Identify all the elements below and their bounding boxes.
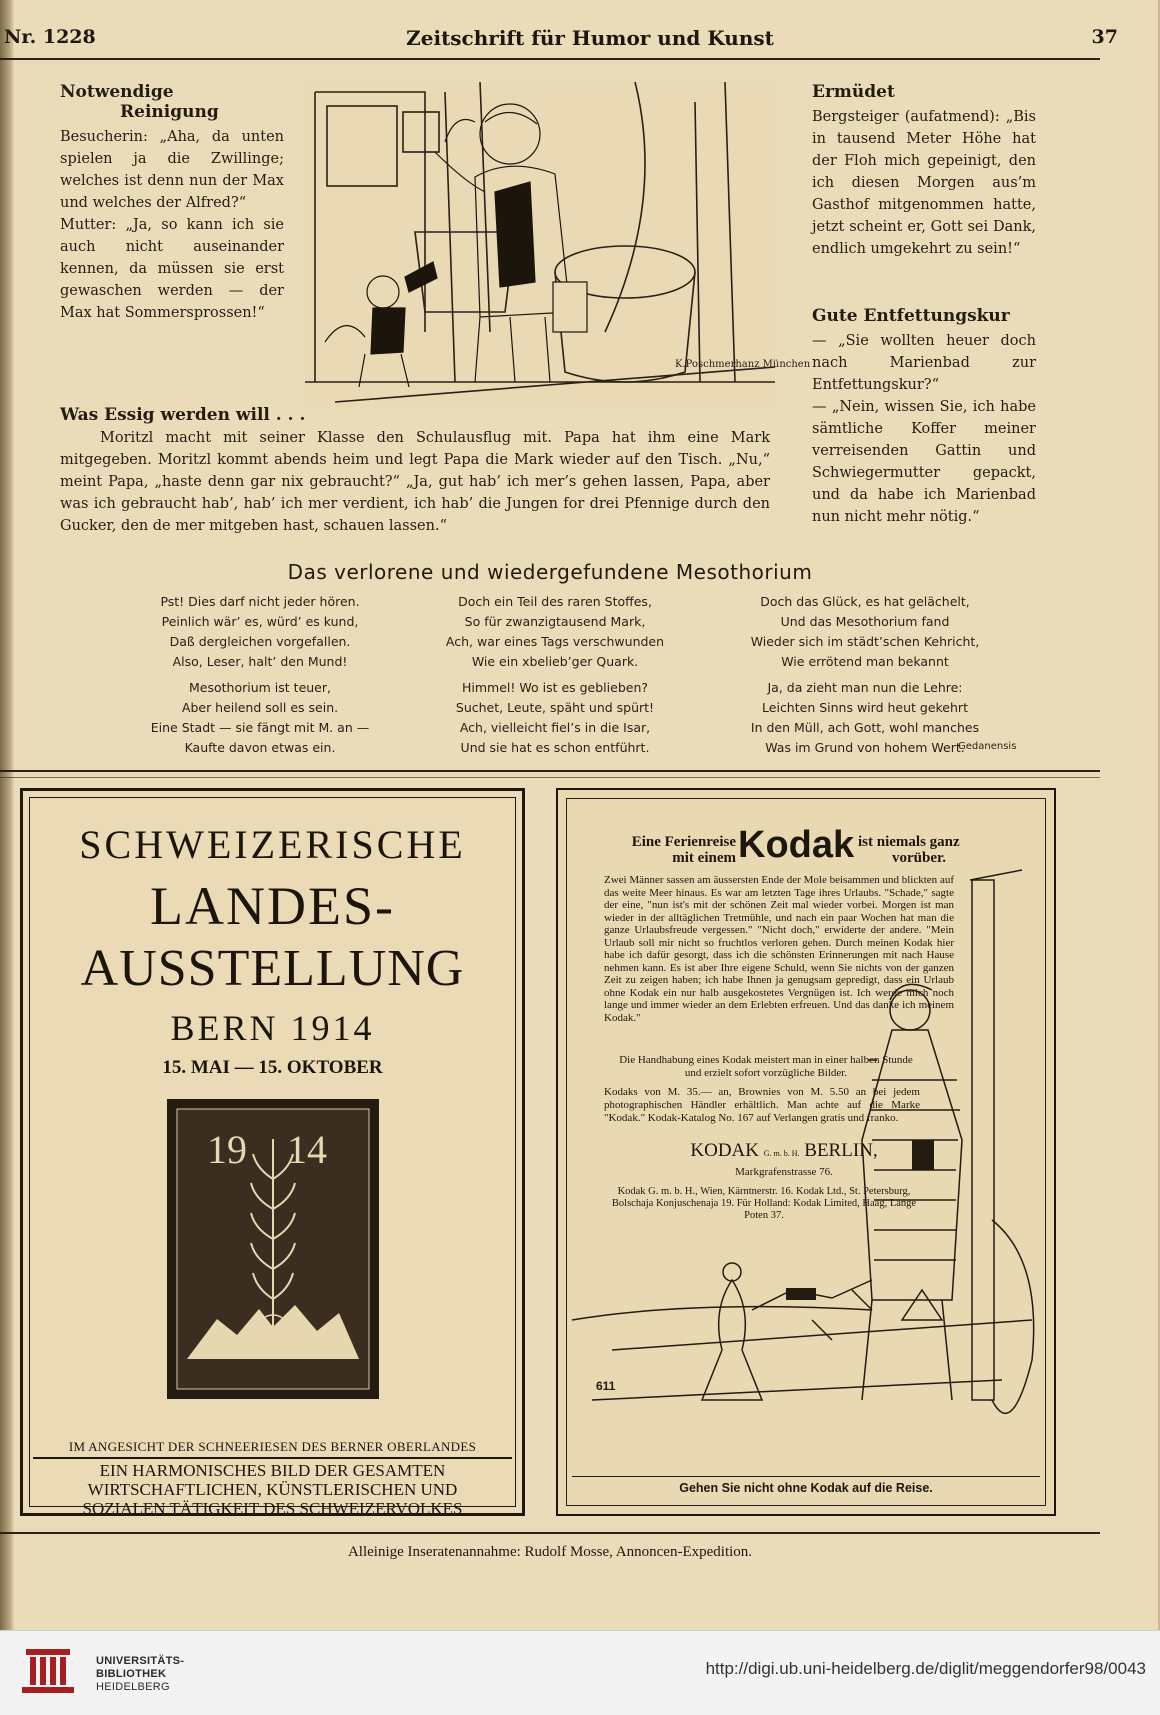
kodak-prices: Kodaks von M. 35.— an, Brownies von M. 5.50 an bei jedem photographischen Händler erhältlich. Man achte auf die Marke "Kodak." Kodak-Katalog No. 167 auf Verlangen gratis und franko. [604,1086,920,1124]
article-body: Moritzl macht mit seiner Klasse den Schulausflug mit. Papa hat ihm eine Mark mitgegeben. Moritzl kommt abends heim und legt Papa die Mark wieder auf den Tisch. „Nu,“ meint Papa, „haste denn gar nix gebraucht?“ „Ja, gut hab’ ich mer’s gehen lassen, Papa, aber was ich gebraucht hab’, hab’ ich mer verdient, ich hab’ die Jungen for drei Pfennige durch den Gucker, den de mer mitgeben hast, schauen lassen.“ [60,430,770,534]
company-suffix: G. m. b. H. [763,1149,800,1158]
poem-line: Ach, war eines Tags verschwunden [445,634,665,649]
ad-divider [33,1457,512,1459]
ad-landesausstellung [20,788,525,1516]
poem-line: Und das Mesothorium fand [780,614,950,629]
poem-line: Und sie hat es schon entführt. [460,740,650,755]
ad-caption: IM ANGESICHT DER SCHNEERIESEN DES BERNER OBERLANDES [68,1439,477,1454]
poem-line: Ja, da zieht man nun die Lehre: [767,680,963,695]
article-title: Gute Entfettungskur [812,306,1010,326]
university-name[interactable] [96,1655,184,1694]
poem-author: Gedanensis [958,741,1017,752]
kodak-headline-right [858,834,960,866]
cartoon-illustration [305,82,811,410]
header-rule [0,58,1100,60]
university-logo-icon[interactable] [20,1647,80,1699]
article-paragraph: Mutter: „Ja, so kann ich sie auch nicht auseinander kennen, da müssen sie erst gewaschen werden — der Max hat Sommersprossen!“ [60,217,284,321]
article-paragraph: — „Nein, wissen Sie, ich habe sämtliche Koffer meiner verreisenden Gattin und Schwiegermutter gepackt, und da habe ich Marienbad nun nicht mehr nötig.“ [812,399,1036,525]
poem-line: Himmel! Wo ist es geblieben? [461,680,649,695]
section-rule [0,770,1100,772]
advertising-credit: Alleinige Inseratenannahme: Rudolf Mosse, Annoncen-Expedition. [347,1544,753,1560]
headline-line: ist niemals ganz [858,834,960,850]
viewer-footer [0,1630,1160,1715]
ad-line-2: LANDES- [150,876,395,936]
poem-line: Leichten Sinns wird heut gekehrt [762,700,968,715]
poem-column-3 [700,592,1030,764]
kodak-ad-number: 611 [596,1379,616,1393]
poem-line: Eine Stadt — sie fängt mit M. an — [150,720,370,735]
poem-line: Peinlich wär’ es, würd’ es kund, [161,614,359,629]
ad-line-4: BERN 1914 [170,1008,375,1048]
ad-dates: 15. MAI — 15. OKTOBER [162,1057,383,1078]
poster-year-left: 19 [207,1127,247,1172]
poem-stanza [700,592,1030,672]
poem-line: Wieder sich im städt’schen Kehricht, [750,634,980,649]
article-entfettungskur [812,306,1036,528]
ad-bottom-line: EIN HARMONISCHES BILD DER GESAMTEN [99,1461,446,1480]
headline-line: Eine Ferienreise [631,834,736,850]
poem-line: Wie errötend man bekannt [781,654,949,669]
article-title-line1: Notwendige [60,82,174,102]
poem-line: Mesothorium ist teuer, [189,680,331,695]
article-title-line2: Reinigung [120,102,219,122]
magazine-title: Zeitschrift für Humor und Kunst [406,26,774,50]
poem-stanza [405,592,705,672]
kodak-brand: Kodak [738,824,855,866]
poem-line: Kaufte davon etwas ein. [184,740,336,755]
article-essig [60,405,770,537]
kodak-headline-left [606,834,736,866]
poem-line: Doch ein Teil des raren Stoffes, [458,594,652,609]
section-rule [0,777,1100,778]
ad-bottom-text [23,1461,522,1518]
poem-line: So für zwanzigtausend Mark, [464,614,646,629]
poem-line: Aber heilend soll es sein. [181,700,339,715]
poem-line: Wie ein xbelieb’ger Quark. [471,654,639,669]
headline-line: mit einem [672,850,736,866]
article-paragraph: — „Sie wollten heuer doch nach Marienbad zur Entfettungskur?“ [812,333,1036,393]
ad-line-3: AUSSTELLUNG [80,940,465,997]
company-name: KODAK [690,1140,759,1161]
ad-line-1: SCHWEIZERISCHE [79,822,466,867]
permalink [706,1659,1146,1679]
ad-bottom-line: SOZIALEN TÄTIGKEIT DES SCHWEIZERVOLKES [82,1499,463,1518]
poem-line: Was im Grund von hohem Wert. [765,740,965,755]
illustration-signature: K.Poschmerhanz München [675,359,811,370]
poem-stanza [110,678,410,758]
kodak-branches: Kodak G. m. b. H., Wien, Kärntnerstr. 16. Kodak Ltd., St. Petersburg, Bolschaja Konjuschenaja 19. Für Holland: Kodak Limited, Haag, Lange Poten 37. [611,1186,917,1221]
poem-line: Ach, vielleicht fiel’s in die Isar, [459,720,651,735]
ad-bottom-line: WIRTSCHAFTLICHEN, KÜNSTLERISCHEN UND [87,1480,458,1499]
issue-number: Nr. 1228 [4,26,96,48]
article-paragraph: Besucherin: „Aha, da unten spielen ja die Zwillinge; welches ist denn nun der Max und welches der Alfred?“ [60,129,284,211]
poster-year-right: 14 [287,1127,327,1172]
bottom-rule [0,1532,1100,1534]
kodak-handling: Die Handhabung eines Kodak meistert man in einer halben Stunde und erzielt sofort vorzügliche Bilder. [619,1054,913,1079]
kodak-slogan: Gehen Sie nicht ohne Kodak auf die Reise. [679,1481,933,1495]
poem-line: Daß dergleichen vorgefallen. [169,634,351,649]
logo-text-line: HEIDELBERG [96,1681,170,1693]
poem-line: Suchet, Leute, späht und spürt! [455,700,655,715]
poem-title: Das verlorene und wiedergefundene Mesothorium [287,560,813,584]
kodak-story: Zwei Männer sassen am äussersten Ende der Mole beisammen und blickten auf das weite Meer hinaus. Es war am letzten Tage ihres Urlaubs. "Schade," sagte der eine, "nun ist's mit der schönen Zeit mal wieder vorbei. Morgen ist man wieder in der alltäglichen Tretmühle, und nach ein paar Wochen hat man die ganze Urlaubsfreude vergessen." "Nicht doch," erwiderte der andere. "Mein Urlaub soll mir nicht so fruchtlos verloren gehen. Durch meinen Kodak hier habe ich dafür gesorgt, dass ich die schönsten Erinnerungen mit nach Hause nehmen kann. Es ist aber Ihre eigene Schuld, wenn Sie nichts von der ganzen Zeit zu zeigen haben; ich habe Ihnen ja genugsam gepredigt, dass ein Urlaub ohne Kodak ein nur halb ausgekostetes Vergnügen ist. Ich werde mich noch lange und immer wieder an dem Erlebten erfreuen. Und das danke ich meinem Kodak." [604,874,954,1024]
poem-line: Pst! Dies darf nicht jeder hören. [160,594,360,609]
ad-kodak [556,788,1056,1516]
article-body: Bergsteiger (aufatmend): „Bis in tausend Meter Höhe hat der Floh mich gepeinigt, den ich diesen Morgen aus’m Gasthof mitgenommen hatte, jetzt scheint er, Gott sei Dank, endlich umgekehrt zu sein!“ [812,109,1036,257]
poem-stanza [405,678,705,758]
kodak-illustration [572,880,1042,1480]
article-reinigung [60,82,284,324]
logo-text-line: UNIVERSITÄTS- [96,1655,185,1667]
poem-line: Also, Leser, halt’ den Mund! [172,654,348,669]
article-ermuedet [812,82,1036,260]
article-title: Ermüdet [812,82,895,102]
headline-line: vorüber. [892,850,947,866]
poem-column-2 [405,592,705,764]
poem-line: Doch das Glück, es hat gelächelt, [760,594,970,609]
company-city: BERLIN, [804,1140,878,1161]
poster-thumbnail [167,1099,379,1399]
logo-text-line: BIBLIOTHEK [96,1668,167,1680]
kodak-slogan-bar [572,1476,1040,1499]
article-title: Was Essig werden will . . . [60,405,306,425]
page-number: 37 [1091,26,1118,48]
kodak-street: Markgrafenstrasse 76. [735,1166,833,1178]
permalink-url[interactable]: http://digi.ub.uni-heidelberg.de/diglit/meggendorfer98/0043 [705,1659,1146,1678]
poem-column-1 [110,592,410,764]
poem-stanza [110,592,410,672]
poem-line: In den Müll, ach Gott, wohl manches [750,720,980,735]
binding-shadow [0,0,14,1630]
